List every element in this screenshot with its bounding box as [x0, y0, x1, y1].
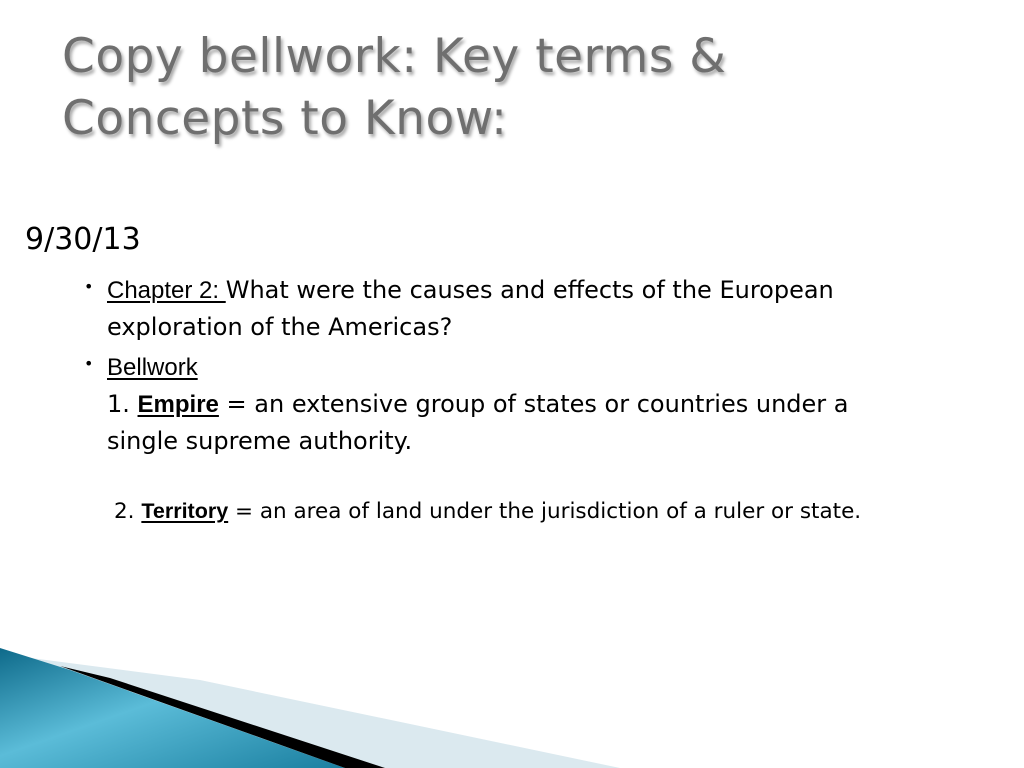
item-number: 2. [114, 499, 142, 524]
chapter-label: Chapter 2: [107, 277, 226, 304]
bullet-chapter [84, 272, 884, 345]
empire-definition [107, 386, 884, 459]
chapter-question: What were the causes and effects of the European exploration of the Americas? [107, 276, 834, 341]
term-territory: Territory [141, 499, 229, 523]
slide-title: Copy bellwork: Key terms & Concepts to Know: [62, 29, 727, 146]
territory-definition [114, 494, 974, 529]
item-number: 1. [107, 390, 138, 418]
bellwork-label: Bellwork [107, 354, 198, 381]
bullet-body [107, 349, 884, 459]
bullet-marker: • [84, 354, 94, 373]
bullet-marker: • [84, 277, 94, 296]
date-heading: 9/30/13 [25, 222, 141, 257]
bullet-bellwork [84, 349, 884, 459]
territory-definition-text: = an area of land under the jurisdiction of a ruler or state. [228, 499, 862, 524]
term-empire: Empire [137, 391, 219, 418]
decorative-wave-graphic [0, 640, 1024, 768]
empire-definition-text: = an extensive group of states or countries under a single supreme authority. [107, 390, 849, 455]
bullet-body [107, 272, 884, 345]
